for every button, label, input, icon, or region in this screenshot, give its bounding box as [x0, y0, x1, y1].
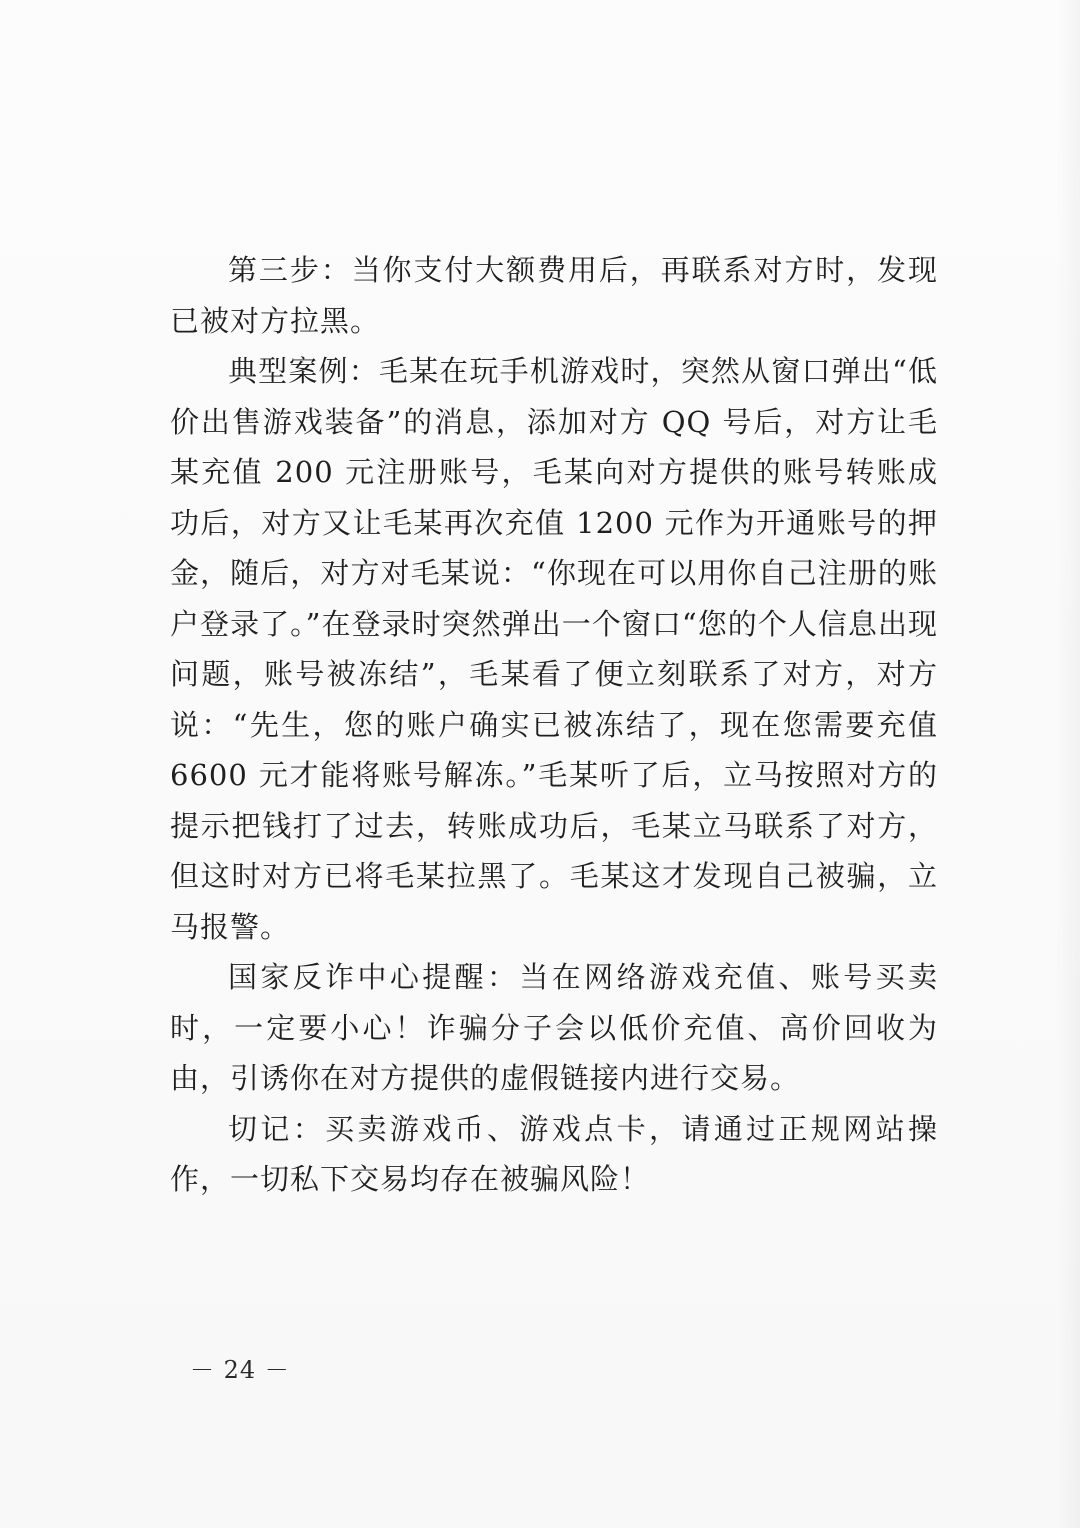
paragraph-typical-case: 典型案例：毛某在玩手机游戏时，突然从窗口弹出“低价出售游戏装备”的消息，添加对方 QQ 号后，对方让毛某充值 200 元注册账号，毛某向对方提供的账号转账成功后，对方又让毛某再次充值 1200 元作为开通账号的押金，随后，对方对毛某说：“你现在可以用你自己注册的账户登录了。”在登录时突然弹出一个窗口“您的个人信息出现问题，账号被冻结”，毛某看了便立刻联系了对方，对方说：“先生，您的账户确实已被冻结了，现在您需要充值 6600 元才能将账号解冻。”毛某听了后，立马按照对方的提示把钱打了过去，转账成功后，毛某立马联系了对方，但这时对方已将毛某拉黑了。毛某这才发现自己被骗，立马报警。 — [170, 354, 938, 944]
paragraph-step-three: 第三步：当你支付大额费用后，再联系对方时，发现已被对方拉黑。 — [170, 253, 938, 338]
document-body — [170, 245, 938, 1205]
paragraph-anti-fraud-reminder: 国家反诈中心提醒：当在网络游戏充值、账号买卖时，一定要小心！诈骗分子会以低价充值、高价回收为由，引诱你在对方提供的虚假链接内进行交易。 — [170, 960, 938, 1095]
paragraph-remember: 切记：买卖游戏币、游戏点卡，请通过正规网站操作，一切私下交易均存在被骗风险！ — [170, 1111, 938, 1196]
page-number: － 24 － — [190, 1356, 290, 1384]
page-edge-shadow — [1056, 0, 1080, 1528]
